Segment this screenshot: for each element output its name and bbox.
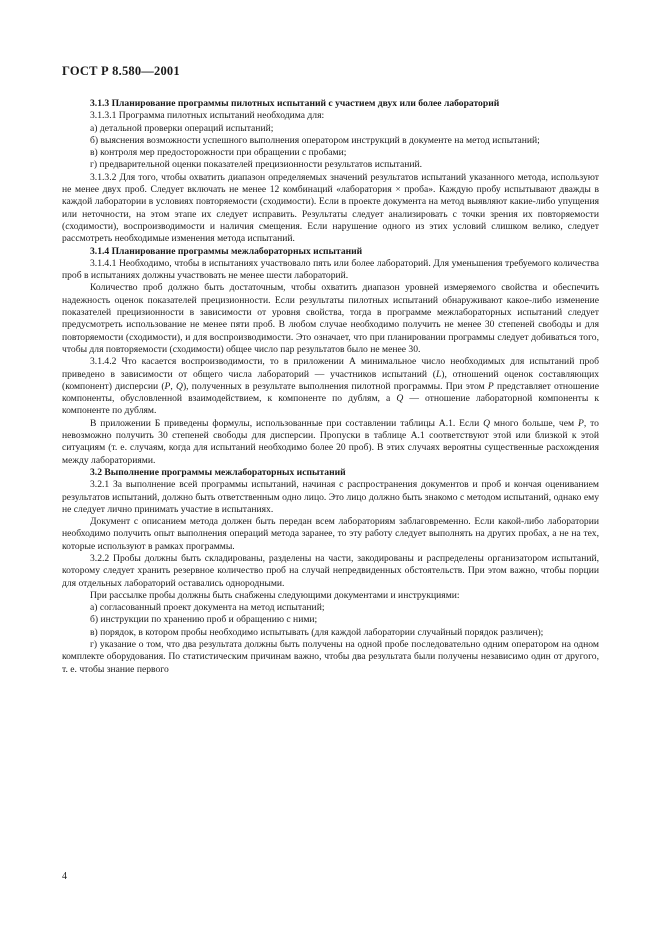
paragraph: 3.1.4.1 Необходимо, чтобы в испытаниях участвовало пять или более лабораторий. Для уменьшения требуемого количества проб в испытаниях должны участвовать не менее шести лабораторий. — [62, 257, 599, 282]
paragraph: 3.2.1 За выполнение всей программы испытаний, начиная с распространения документов и проб и кончая оцениванием результатов испытаний, должно быть ответственным одно лицо. Это лицо должно быть знакомо с методом испытаний, однако ему не следует лично принимать участие в испытаниях. — [62, 479, 599, 515]
paragraph: 3.1.3.1 Программа пилотных испытаний необходима для: — [90, 110, 325, 122]
section-heading: 3.1.3 Планирование программы пилотных испытаний с участием двух или более лабораторий — [90, 98, 500, 109]
paragraph: В приложении Б приведены формулы, использованные при составлении таблицы А.1. Если Q много больше, чем P, то невозможно получить 30 степеней свободы для дисперсии. Пропуски в таблице А.1 соответствуют этой или близкой к этой ситуациям (т. е. случаям, когда для испытаний необходимо более 20 проб). В этих случаях вероятны существенные расхождения между лабораториями. — [62, 417, 599, 466]
paragraph: 3.1.3.2 Для того, чтобы охватить диапазон определяемых значений результатов испытаний указанного метода, используют не менее двух проб. Следует включать не менее 12 комбинаций «лаборатория × проба». Каждую пробу испытывают дважды в каждой лаборатории в условиях повторяемости (сходимости). Если в проекте документа на метод выявляют какие-либо упущения или неточности, на этом этапе их следует исправить. Результаты следует анализировать с точки зрения их повторяемости (сходимости), воспроизводимости и наличия смещения. Если нарушение одного из этих условий слишком велико, следует рассмотреть необходимые изменения метода испытаний. — [62, 171, 599, 245]
paragraph: 3.1.4.2 Что касается воспроизводимости, то в приложении А минимальное число необходимых для испытаний проб приведено в зависимости от общего числа лабораторий — участников испытаний (L), отношений оценок составляющих (компонент) дисперсии (P, Q), полученных в результате выполнения пилотной программы. При этом P представляет отношение компоненты, обусловленной взаимодействием, к компоненте по дублям, а Q — отношение лабораторной компоненты к компоненте по дублям. — [62, 356, 600, 417]
paragraph: Документ с описанием метода должен быть передан всем лабораториям заблаговременно. Если какой-либо лаборатории необходимо получить опыт выполнения операций метода заранее, то эту работу следует выполнять на других пробах, а не на тех, которые используют в рамках программы. — [62, 516, 599, 552]
standard-header: ГОСТ Р 8.580—2001 — [62, 64, 180, 78]
paragraph: г) предварительной оценки показателей прецизионности результатов испытаний. — [90, 159, 423, 171]
paragraph: б) инструкции по хранению проб и обращению с ними; — [90, 614, 318, 626]
section-heading: 3.2 Выполнение программы межлабораторных испытаний — [90, 466, 346, 478]
page-number: 4 — [62, 871, 67, 882]
paragraph: г) указание о том, что два результата должны быть получены на одной пробе последовательно одним оператором на одном комплекте оборудования. По статистическим причинам важно, чтобы два результата были получены независимо один от другого, т. е. чтобы знание первого — [62, 639, 599, 675]
paragraph: а) детальной проверки операций испытаний; — [90, 122, 274, 134]
paragraph: 3.2.2 Пробы должны быть складированы, разделены на части, закодированы и распределены организатором испытаний, которому следует хранить резервное количество проб на случай непредвиденных обстоятельств. При этом важно, чтобы порции для отдельных лабораторий оставались однородными. — [62, 552, 599, 589]
paragraph: Количество проб должно быть достаточным, чтобы охватить диапазон уровней измеряемого свойства и обеспечить надежность оценок показателей прецизионности. Если результаты пилотных испытаний обнаруживают какое-либо изменение показателей прецизионности в зависимости от уровня свойства, тогда в программе межлабораторных испытаний следует предусмотреть использование не менее пяти проб. В любом случае необходимо получить не менее 30 степеней свободы и для повторяемости (сходимости), и для воспроизводимости. Это означает, что при планировании программы следует добиваться того, чтобы для повторяемости (сходимости) общее число пар результатов было не менее 30. — [62, 282, 599, 355]
paragraph: При рассылке пробы должны быть снабжены следующими документами и инструкциями: — [90, 589, 460, 601]
paragraph: в) контроля мер предосторожности при обращении с пробами; — [90, 147, 347, 159]
paragraph: в) порядок, в котором пробы необходимо испытывать (для каждой лаборатории случайный порядок различен); — [90, 626, 544, 638]
document-body — [62, 98, 599, 676]
paragraph: б) выяснения возможности успешного выполнения оператором инструкций в документе на метод испытаний; — [90, 134, 540, 146]
section-heading: 3.1.4 Планирование программы межлабораторных испытаний — [90, 245, 363, 257]
paragraph: а) согласованный проект документа на метод испытаний; — [90, 602, 325, 614]
